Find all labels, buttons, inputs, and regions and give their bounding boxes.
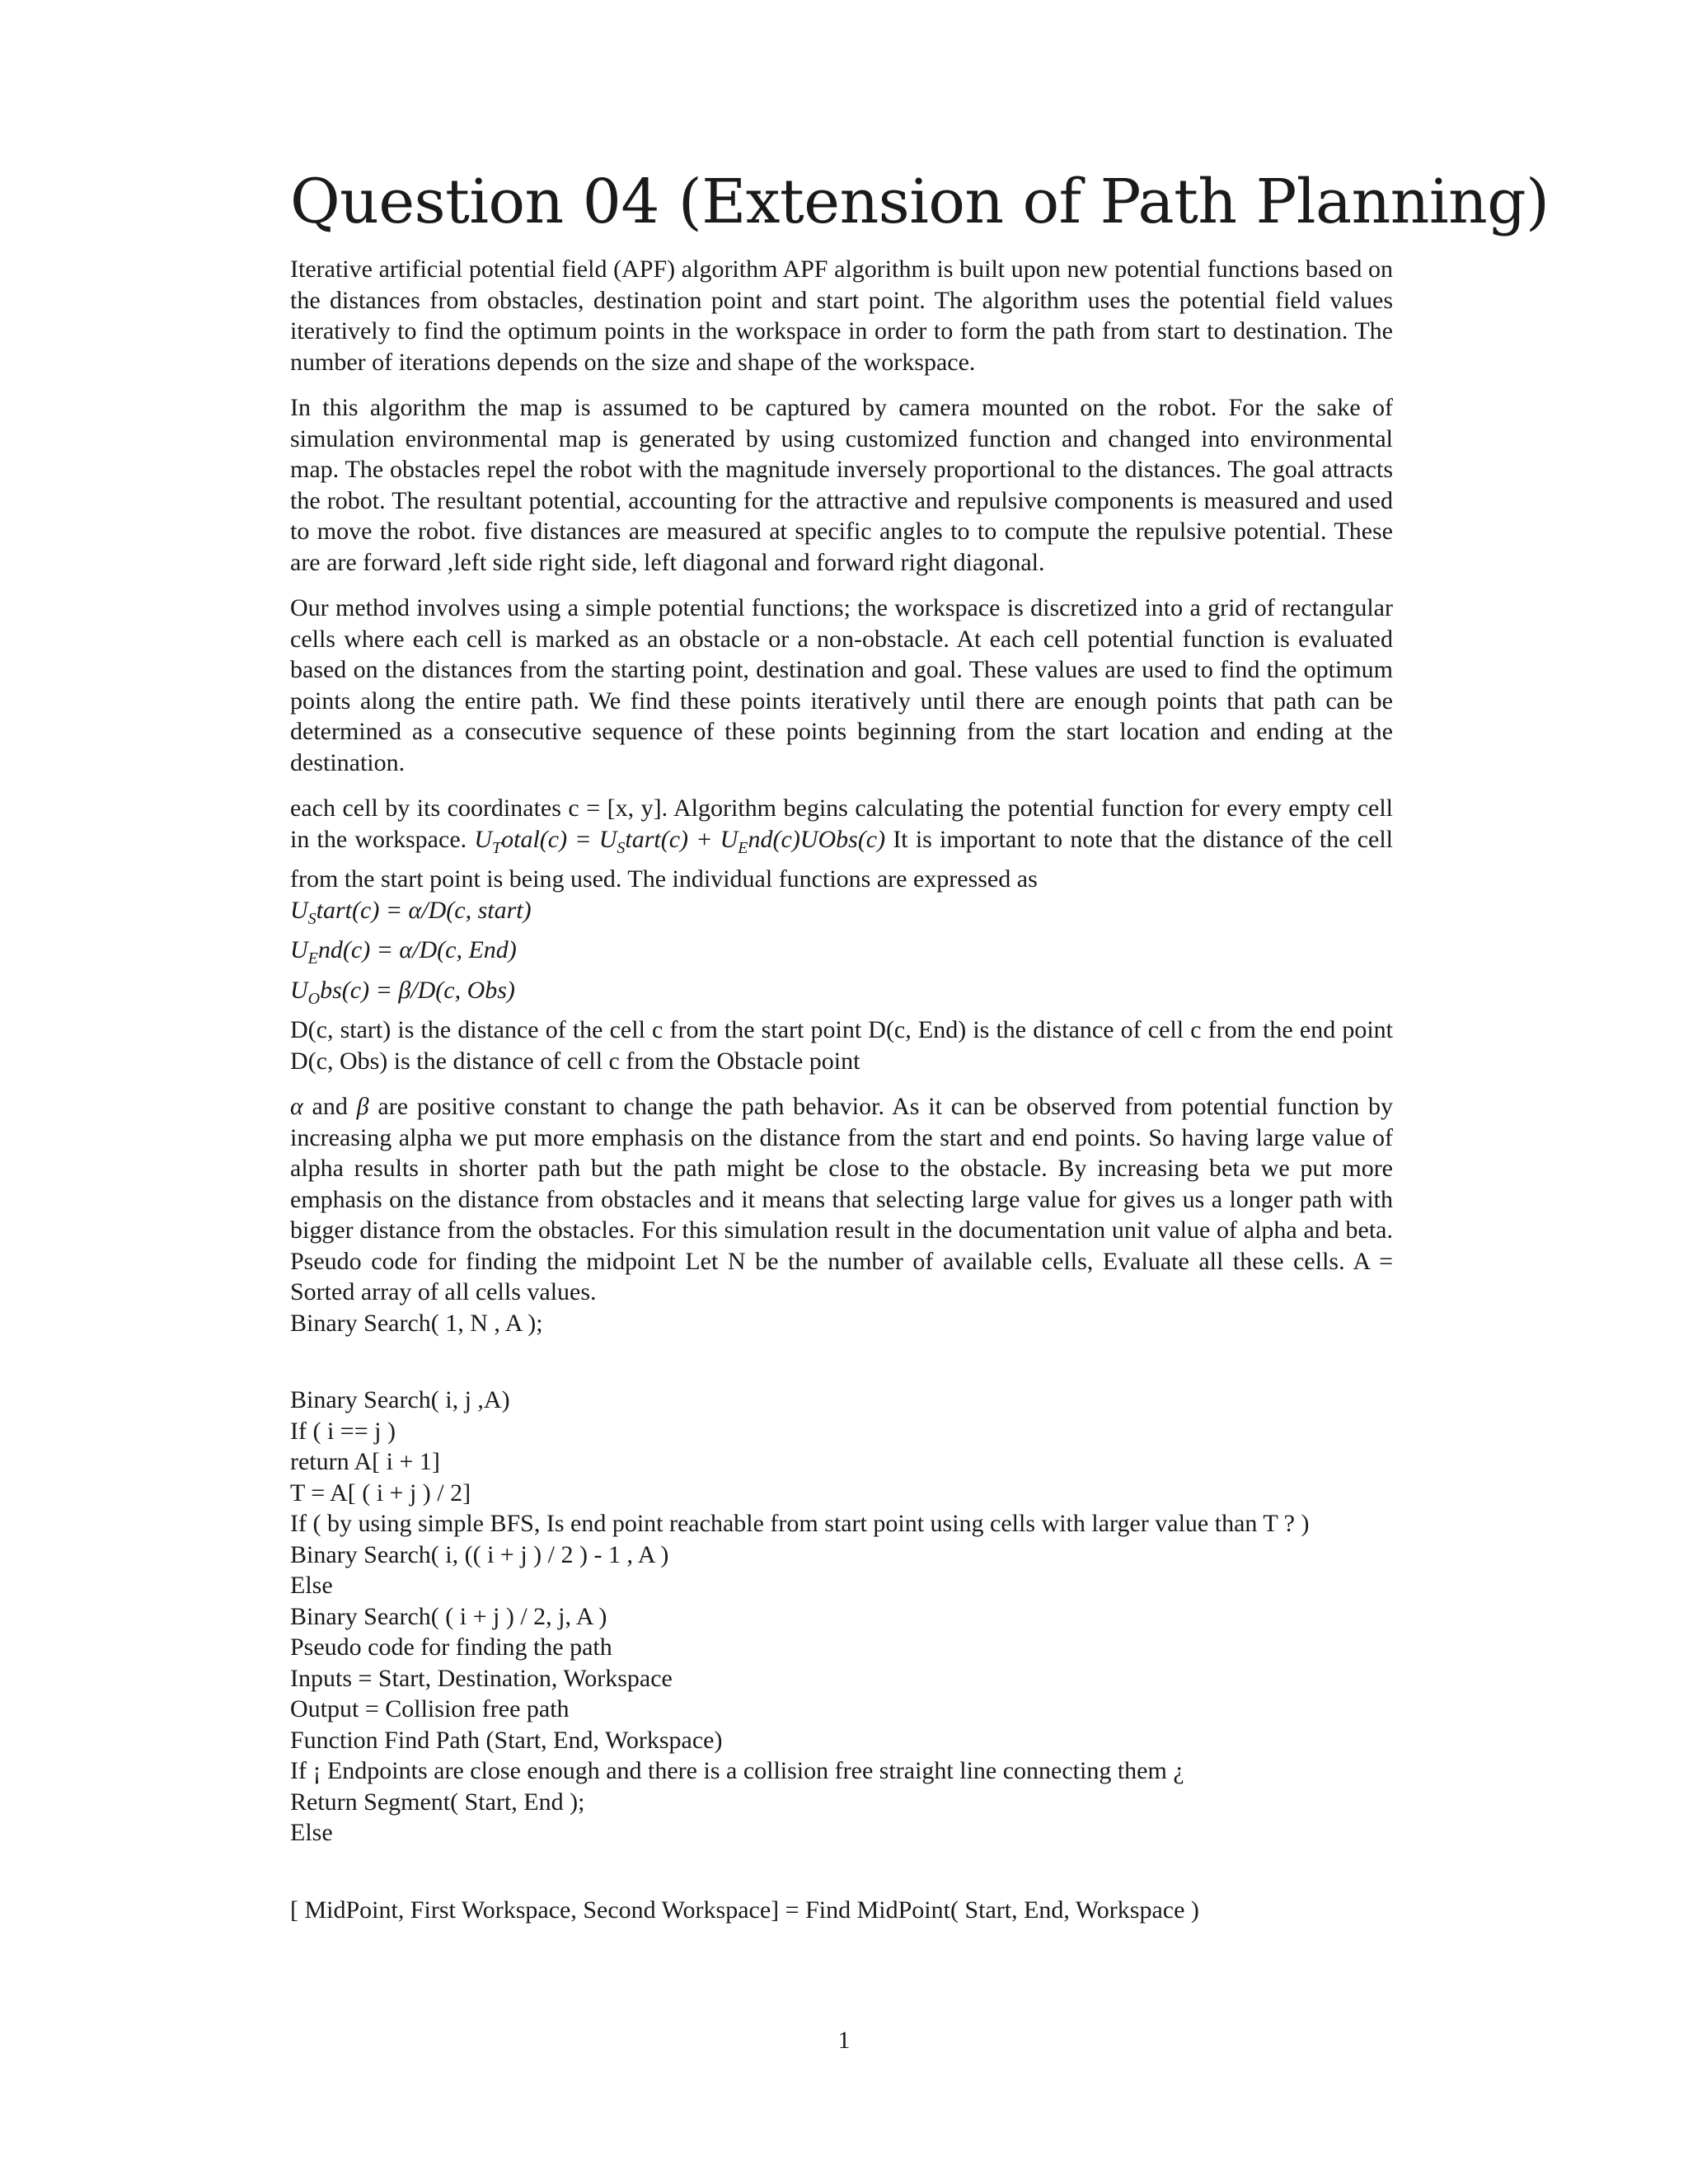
- binary-search-call: Binary Search( 1, N , A );: [290, 1309, 543, 1337]
- pseudo-line: Else: [290, 1572, 333, 1600]
- pseudo-line: If ( by using simple BFS, Is end point reachable from start point using cells with larger value than T ? ): [290, 1510, 1310, 1538]
- midpoint-assignment-line: [ MidPoint, First Workspace, Second Workspace] = Find MidPoint( Start, End, Workspace ): [290, 1896, 1199, 1924]
- paragraph-apf-intro: Iterative artificial potential field (APF) algorithm APF algorithm is built upon new potential functions based on the distances from obstacles, destination point and start point. The algorithm uses the potential field values iteratively to find the optimum points in the workspace in order to form the path from start to destination. The number of iterations depends on the size and shape of the workspace.: [290, 255, 1393, 376]
- equation-uobs: $U_Obs(c) = \beta/D(c$, Obs): [290, 976, 515, 1008]
- pseudo-line: Binary Search( i, j ,A): [290, 1386, 510, 1414]
- pseudo-line: If ¡ Endpoints are close enough and there is a collision free straight line connecting them ¿: [290, 1757, 1184, 1785]
- pseudo-line: Binary Search( ( i + j ) / 2, j, A ): [290, 1602, 607, 1630]
- utotal-equation: $U_Total(c)$ = $U_Start(c)$ + $U_End(c)UObs(c)$: [474, 825, 886, 857]
- pseudo-line: T = A[ ( i + j ) / 2]: [290, 1479, 471, 1507]
- paragraph-alpha-beta: α and β are positive constant to change the path behavior. As it can be observed from potential function by increasing alpha we put more emphasis on the distance from the start and end points. So having large value of alpha results in shorter path but the path might be close to the obstacle. By increasing beta we put more emphasis on the distance from obstacles and it means that selecting large value for gives us a longer path with bigger distance from the obstacles. For this simulation result in the documentation unit value of alpha and beta. Pseudo code for finding the midpoint Let N be the number of available cells, Evaluate all these cells. A = Sorted array of all cells values.: [290, 1093, 1393, 1306]
- pseudo-line: Else: [290, 1819, 333, 1847]
- paragraph-potential-functions: [290, 793, 1393, 895]
- pseudo-line: Pseudo code for finding the path: [290, 1633, 612, 1661]
- pseudo-code-block: [290, 1385, 1393, 1849]
- potential-after-text: It is important to note that the distance of the cell from the start point is being used. The individual functions are expressed as: [290, 825, 1393, 893]
- pseudo-line: Return Segment( Start, End );: [290, 1788, 585, 1816]
- pseudo-line: Binary Search( i, (( i + j ) / 2 ) - 1 , A ): [290, 1540, 669, 1568]
- pseudo-line: Inputs = Start, Destination, Workspace: [290, 1664, 673, 1692]
- page-number: 1: [837, 2027, 851, 2054]
- pseudo-line: If ( i == j ): [290, 1417, 396, 1445]
- pseudo-line: return A[ i + 1]: [290, 1448, 440, 1476]
- potential-intro-text: each cell by its coordinates c = [x, y]. Algorithm begins calculating the potential function for every empty cell in the workspace.: [290, 794, 1393, 853]
- pseudo-line: Output = Collision free path: [290, 1695, 570, 1723]
- paragraph-method: Our method involves using a simple potential functions; the workspace is discretized into a grid of rectangular cells where each cell is marked as an obstacle or a non-obstacle. At each cell potential function is evaluated based on the distances from the starting point, destination and goal. These values are used to find the optimum points along the entire path. We find these points iteratively until there are enough points that path can be determined as a consecutive sequence of these points beginning from the start location and ending at the destination.: [290, 594, 1393, 776]
- page-content: [290, 166, 1550, 1925]
- equation-ustart: $U_Start(c) = \alpha/D(c$, start): [290, 896, 532, 928]
- page-title: Question 04 (Extension of Path Planning): [290, 166, 1550, 237]
- pseudo-line: Function Find Path (Start, End, Workspace): [290, 1726, 723, 1754]
- equation-uend: $U_End(c) = \alpha/D(c$, End): [290, 936, 517, 968]
- distance-definitions: D(c, start) is the distance of the cell c from the start point D(c, End) is the distance of cell c from the end point D(c, Obs) is the distance of cell c from the Obstacle point: [290, 1016, 1393, 1075]
- paragraph-map-capture: In this algorithm the map is assumed to be captured by camera mounted on the robot. For the sake of simulation environmental map is generated by using customized function and changed into environmental map. The obstacles repel the robot with the magnitude inversely proportional to the distances. The goal attracts the robot. The resultant potential, accounting for the attractive and repulsive components is measured and used to move the robot. five distances are measured at specific angles to to compute the repulsive potential. These are are forward ,left side right side, left diagonal and forward right diagonal.: [290, 394, 1393, 576]
